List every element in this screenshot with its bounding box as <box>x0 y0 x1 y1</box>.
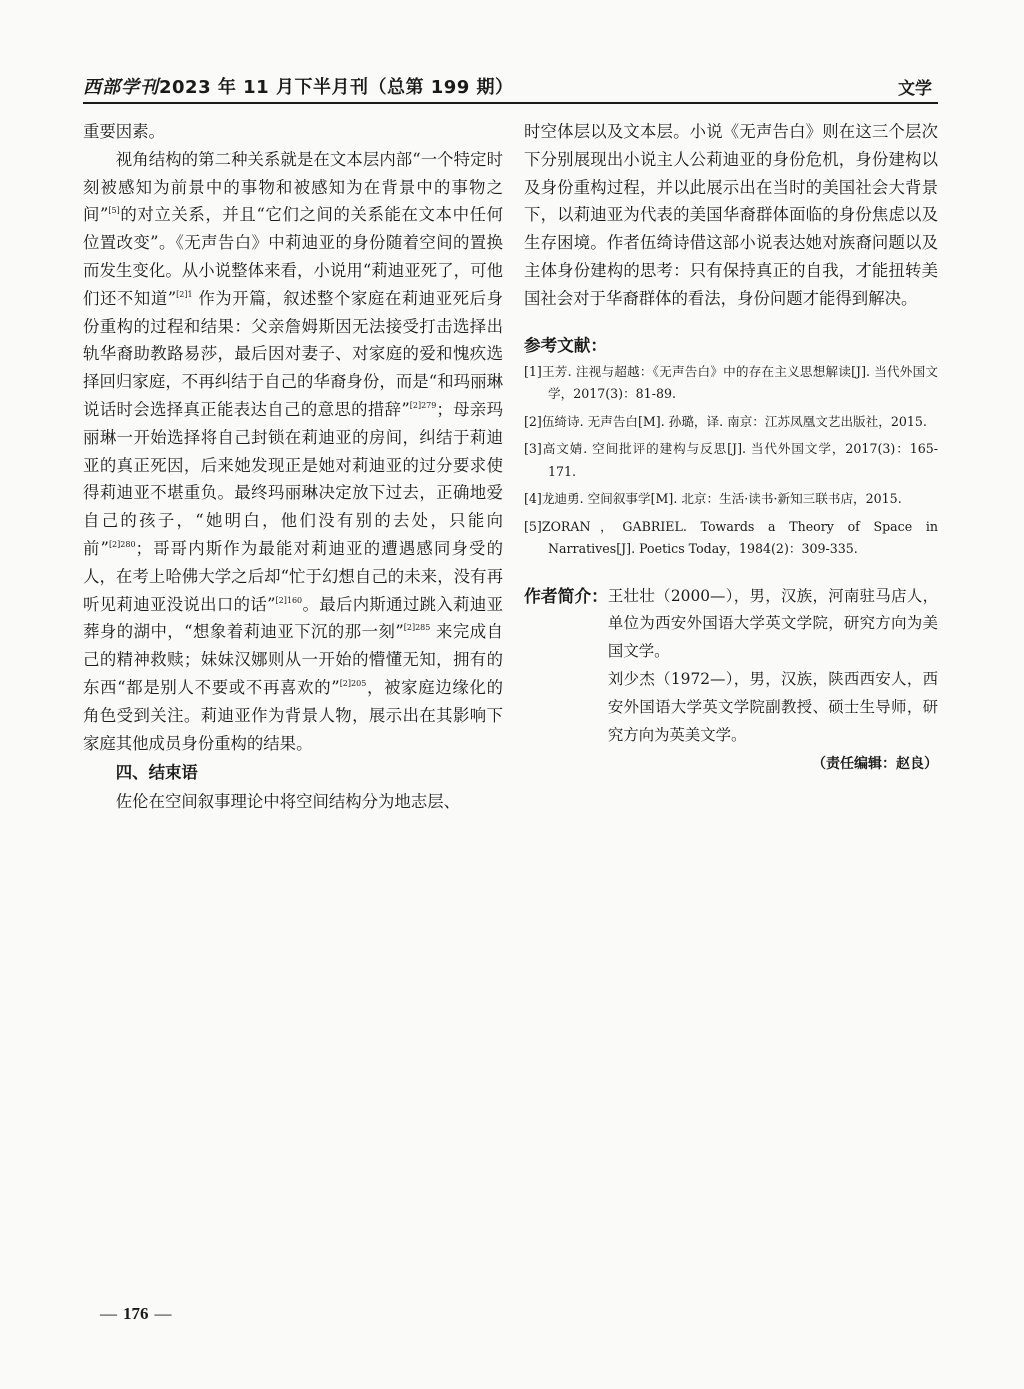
journal-logo: 西部学刊 <box>83 77 159 98</box>
reference-item: [5]ZORAN，GABRIEL. Towards a Theory of Space in Narratives[J]. Poetics Today，1984(2)：309-335. <box>524 518 938 557</box>
references-heading: 参考文献： <box>524 335 607 355</box>
page-number <box>94 1304 178 1324</box>
text-run: ；哥哥内斯作为最能对莉迪亚的遭遇感同身受的人，在考上哈佛大学之后却“忙于幻想自己的未来，没有再听见莉迪亚没说出口的话” <box>83 538 503 614</box>
page-number-value: 176 <box>123 1304 149 1323</box>
text-run: 视角结构的第二种关系就是在文本层内部“一个特定时刻被感知为前景中的事物和被感知为在背景中的事物之间” <box>83 149 503 225</box>
reference-item: [1]王芳. 注视与超越：《无声告白》中的存在主义思想解读[J]. 当代外国文学，2017(3)：81-89. <box>524 363 938 402</box>
journal-issue <box>83 73 514 99</box>
author-bio-entry: 刘少杰（1972—），男，汉族，陕西西安人，西安外国语大学英文学院副教授、硕士生导师，研究方向为英美文学。 <box>607 669 938 744</box>
left-column <box>83 118 503 816</box>
running-header <box>83 68 938 104</box>
reference-item: [4]龙迪勇. 空间叙事学[M]. 北京：生活·读书·新知三联书店，2015. <box>524 491 902 507</box>
paragraph-conclusion-continued: 时空体层以及文本层。小说《无声告白》则在这三个层次下分别展现出小说主人公莉迪亚的身份危机，身份建构以及身份重构过程，并以此展示出在当时的美国社会大背景下，以莉迪亚为代表的美国华裔群体面临的身份焦虑以及生存困境。作者伍绮诗借这部小说表达她对族裔问题以及主体身份建构的思考：只有保持真正的自我，才能扭转美国社会对于华裔群体的看法，身份问题才能得到解决。 <box>524 122 938 308</box>
text-run: 。最后内斯通过跳入莉迪亚葬身的湖中，“想象着莉迪亚下沉的那一刻” <box>83 594 503 642</box>
citation: [2]1 <box>176 289 193 299</box>
dash-left: — <box>100 1304 117 1323</box>
text-run: ；母亲玛丽琳一开始选择将自己封锁在莉迪亚的房间，纠结于莉迪亚的真正死因，后来她发现正是她对莉迪亚的过分要求使得莉迪亚不堪重负。最终玛丽琳决定放下过去，正确地爱自己的孩子，“她明白，他们没有别的去处，只能向前” <box>83 399 503 558</box>
author-bio <box>524 583 938 750</box>
section-heading-conclusion: 四、结束语 <box>115 763 198 783</box>
text-run: ，被家庭边缘化的角色受到关注。莉迪亚作为背景人物，展示出在其影响下家庭其他成员身份重构的结果。 <box>83 677 503 753</box>
section-label: 文学 <box>898 79 932 99</box>
text-run: 的对立关系，并且“它们之间的关系能在文本中任何位置改变”。《无声告白》中莉迪亚的身份随着空间的置换而发生变化。从小说整体来看，小说用“莉迪亚死了，可他们还不知道” <box>83 205 503 308</box>
text-run: 作为开篇，叙述整个家庭在莉迪亚死后身份重构的过程和结果：父亲詹姆斯因无法接受打击选择出轨华裔助教路易莎，最后因对妻子、对家庭的爱和愧疚选择回归家庭，不再纠结于自己的华裔身份，而是“和玛丽琳说话时会选择真正能表达自己的意思的措辞” <box>83 288 503 419</box>
right-column <box>524 118 938 775</box>
paragraph-continued: 重要因素。 <box>83 122 165 141</box>
references-list <box>524 361 938 561</box>
citation: [2]279 <box>409 400 437 410</box>
citation: [5] <box>108 206 120 216</box>
reference-item: [2]伍绮诗. 无声告白[M]. 孙璐，译. 南京：江苏凤凰文艺出版社，2015. <box>524 413 927 429</box>
citation: [2]285 <box>403 623 431 633</box>
paragraph-conclusion-start: 佐伦在空间叙事理论中将空间结构分为地志层、 <box>115 792 460 812</box>
author-bio-label: 作者简介： <box>524 585 608 606</box>
author-bio-entry: 王壮壮（2000—），男，汉族，河南驻马店人，单位为西安外国语大学英文学院，研究方向为美国文学。 <box>607 586 938 661</box>
text-run: 来完成自己的精神救赎；妹妹汉娜则从一开始的懵懂无知，拥有的东西“都是别人不要或不再喜欢的” <box>83 622 503 697</box>
citation: [2]205 <box>339 678 367 688</box>
responsible-editor: （责任编辑：赵良） <box>812 756 938 773</box>
paragraph-perspective-structure <box>83 146 503 758</box>
dash-right: — <box>154 1304 172 1323</box>
reference-item: [3]高文婧. 空间批评的建构与反思[J]. 当代外国文学，2017(3)：165-171. <box>524 441 938 479</box>
citation: [2]160 <box>275 595 303 605</box>
issue-info: 2023 年 11 月下半月刊（总第 199 期） <box>159 77 514 98</box>
citation: [2]280 <box>108 539 136 549</box>
author-bio-body <box>608 583 938 750</box>
